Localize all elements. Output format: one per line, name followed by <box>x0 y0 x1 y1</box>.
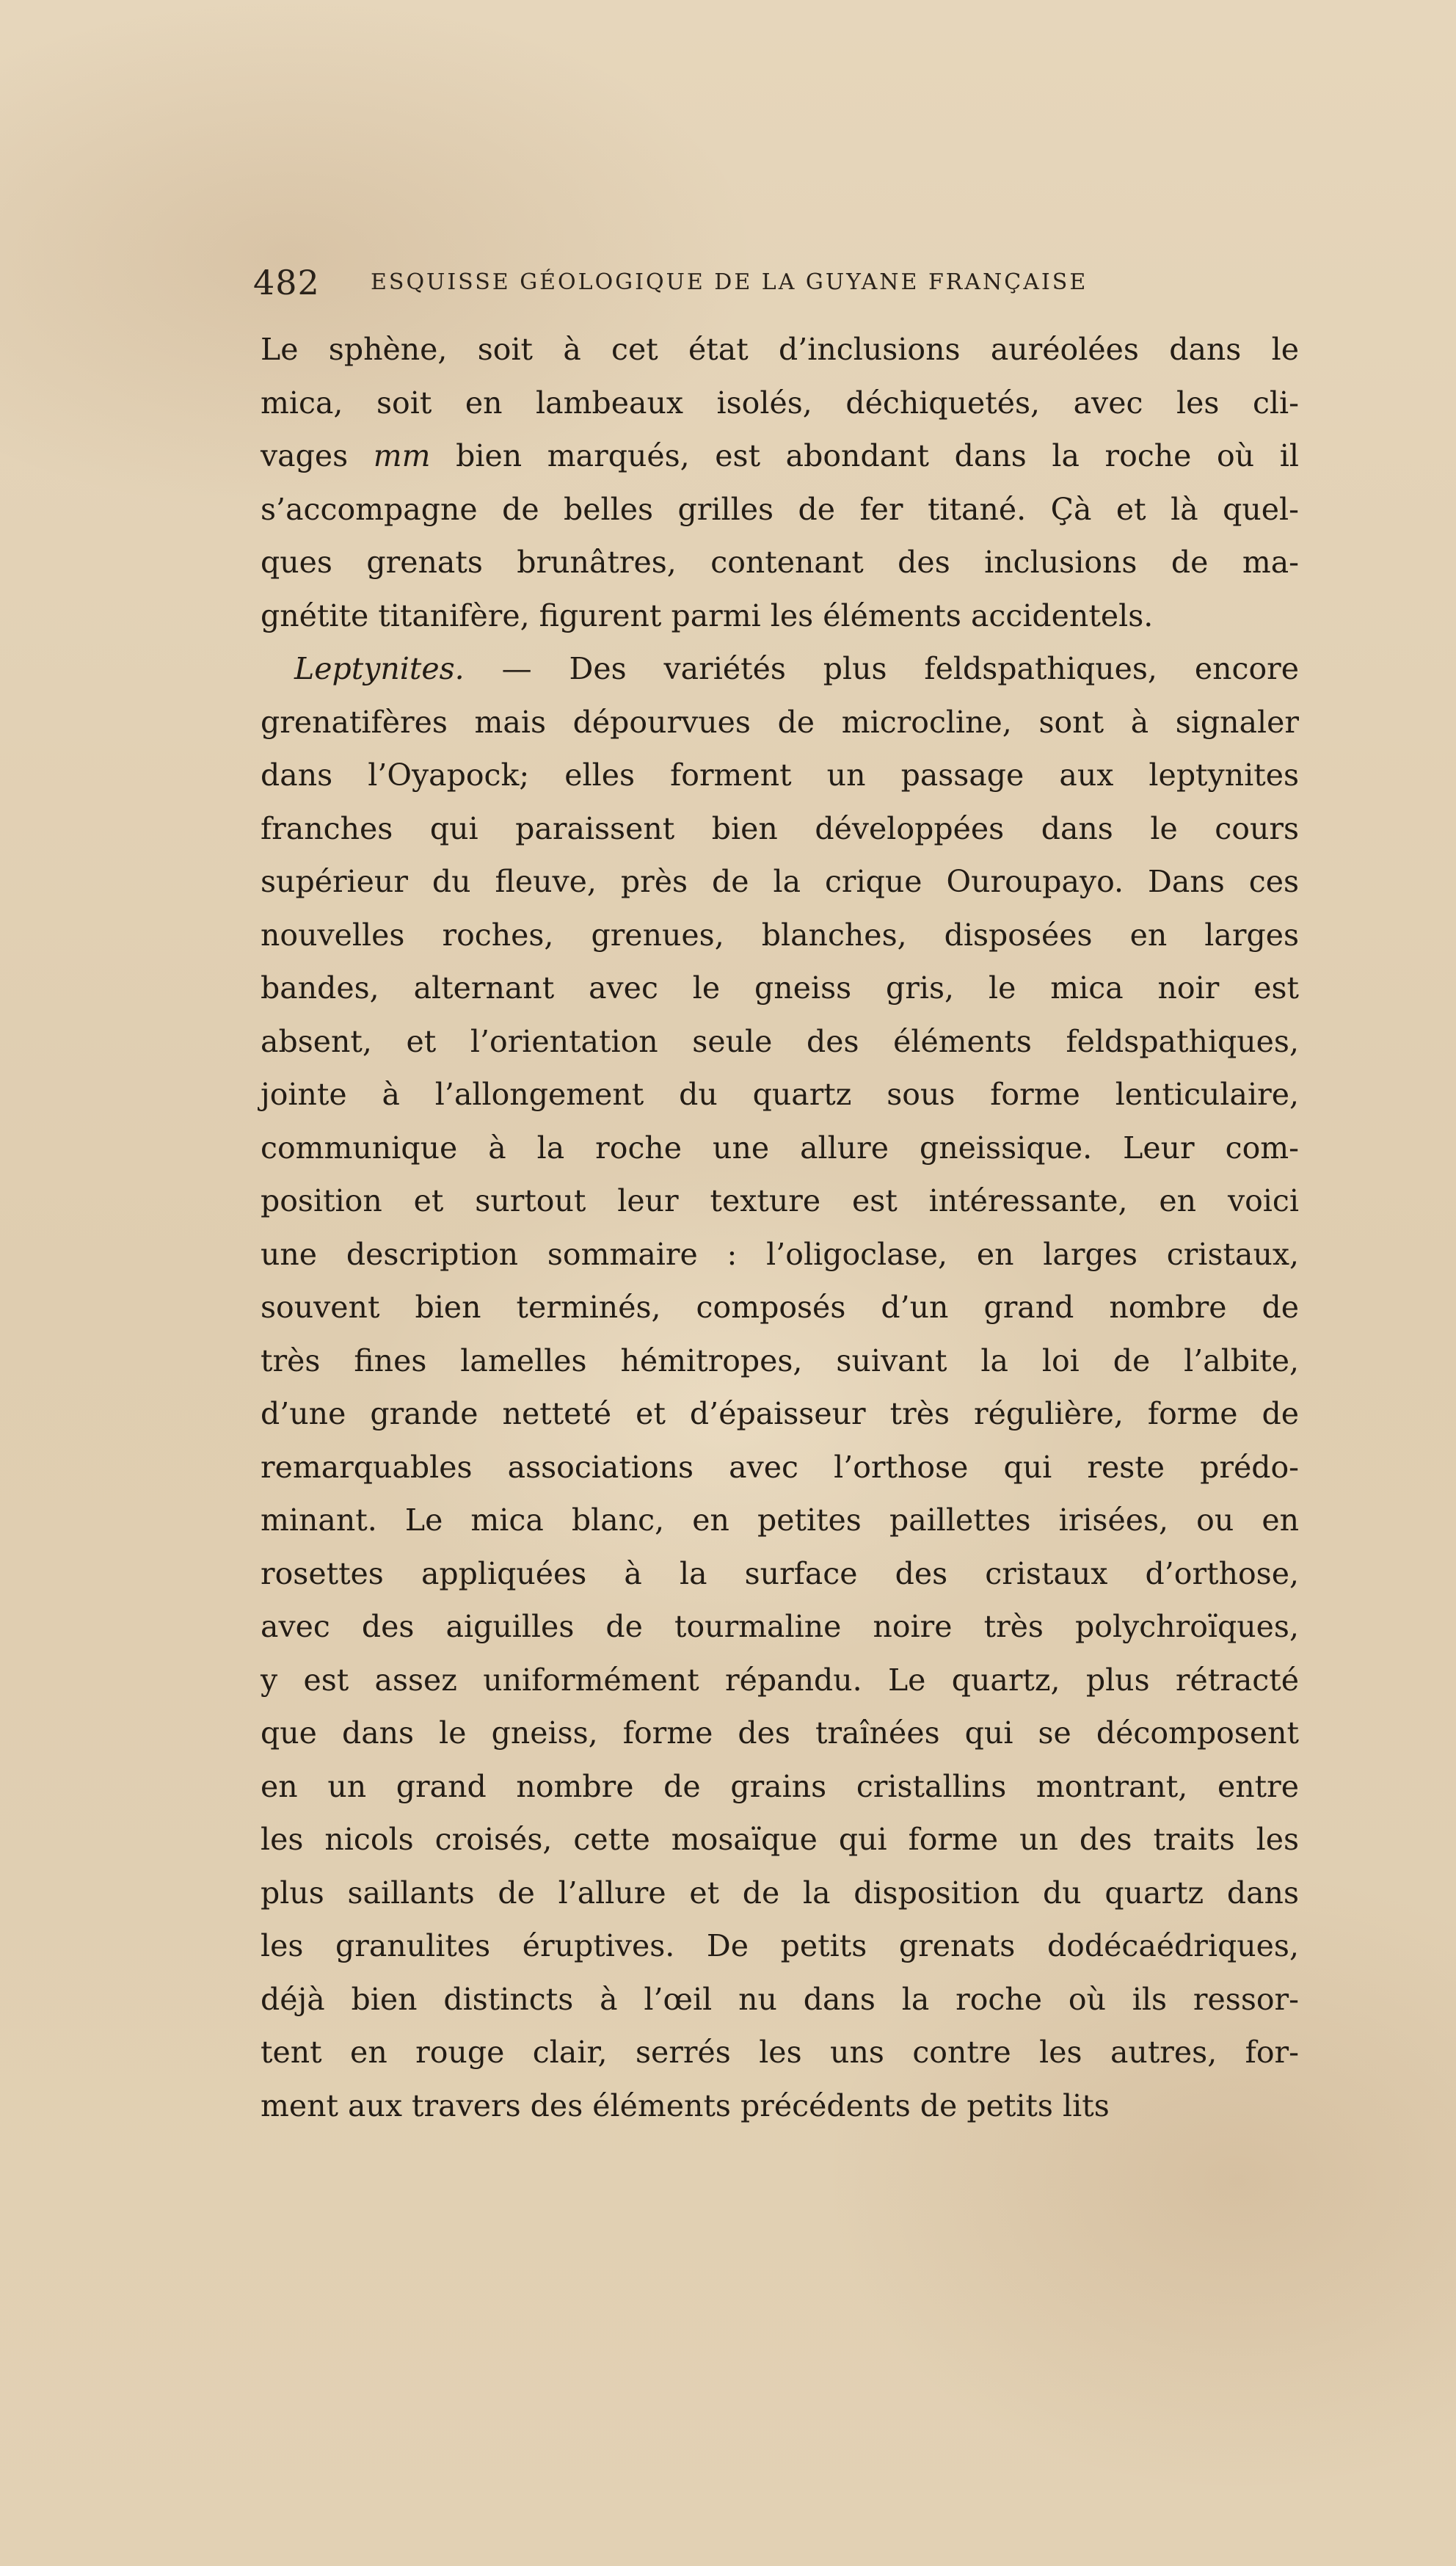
text-line: Le sphène, soit à cet état d’inclusions auréolées dans le <box>261 332 1299 367</box>
section-heading-leptynites: Leptynites. <box>294 651 465 686</box>
text-line: d’une grande netteté et d’épaisseur très régulière, forme de <box>261 1396 1299 1431</box>
text-line: dans l’Oyapock; elles forment un passage aux leptynites <box>261 757 1299 793</box>
text-line: position et surtout leur texture est intéressante, en voici <box>261 1183 1299 1218</box>
text-line: les nicols croisés, cette mosaïque qui forme un des traits les <box>261 1822 1299 1857</box>
text-line: ques grenats brunâtres, contenant des inclusions de ma- <box>261 545 1299 580</box>
text-line: franches qui paraissent bien développées dans le cours <box>261 810 1299 846</box>
text-line <box>261 642 1299 696</box>
text-line: grenatifères mais dépourvues de microcline, sont à signaler <box>261 704 1299 740</box>
text-line-prefix: vages <box>261 438 374 473</box>
page-number: 482 <box>253 263 320 302</box>
text-line: très fines lamelles hémitropes, suivant la loi de l’albite, <box>261 1342 1299 1378</box>
text-line: les granulites éruptives. De petits grenats dodécaédriques, <box>261 1928 1299 1963</box>
cleavage-symbol: mm <box>373 438 431 473</box>
body-text <box>261 323 1299 2132</box>
text-line: y est assez uniformément répandu. Le quartz, plus rétracté <box>261 1662 1299 1698</box>
text-line: jointe à l’allongement du quartz sous forme lenticulaire, <box>261 1077 1299 1112</box>
text-line: avec des aiguilles de tourmaline noire très polychroïques, <box>261 1609 1299 1644</box>
text-line: remarquables associations avec l’orthose qui reste prédo- <box>261 1449 1299 1485</box>
text-line: tent en rouge clair, serrés les uns contre les autres, for- <box>261 2035 1299 2070</box>
text-line: nouvelles roches, grenues, blanches, disposées en larges <box>261 917 1299 953</box>
text-line: en un grand nombre de grains cristallins montrant, entre <box>261 1768 1299 1804</box>
text-line: rosettes appliquées à la surface des cristaux d’orthose, <box>261 1555 1299 1591</box>
running-title: ESQUISSE GÉOLOGIQUE DE LA GUYANE FRANÇAISE <box>371 269 1088 295</box>
text-line: minant. Le mica blanc, en petites paillettes irisées, ou en <box>261 1502 1299 1538</box>
page-header <box>253 257 1215 308</box>
text-line: que dans le gneiss, forme des traînées qui se décomposent <box>261 1715 1299 1751</box>
text-line-rest: bien marqués, est abondant dans la roche où il <box>430 438 1299 473</box>
text-line: absent, et l’orientation seule des éléments feldspathiques, <box>261 1023 1299 1059</box>
text-line: une description sommaire : l’oligoclase, en larges cristaux, <box>261 1236 1299 1272</box>
text-line <box>261 429 1299 483</box>
text-line: gnétite titanifère, figurent parmi les éléments accidentels. <box>261 597 1154 633</box>
text-line: ment aux travers des éléments précédents de petits lits <box>261 2087 1110 2123</box>
text-line-rest: — Des variétés plus feldspathiques, encore <box>464 651 1299 686</box>
text-line: plus saillants de l’allure et de la disposition du quartz dans <box>261 1875 1299 1911</box>
text-line: déjà bien distincts à l’œil nu dans la roche où ils ressor- <box>261 1981 1299 2017</box>
text-line: supérieur du fleuve, près de la crique Ouroupayo. Dans ces <box>261 864 1299 899</box>
text-line: bandes, alternant avec le gneiss gris, le mica noir est <box>261 970 1299 1006</box>
text-line: souvent bien terminés, composés d’un grand nombre de <box>261 1290 1299 1325</box>
text-line: s’accompagne de belles grilles de fer titané. Çà et là quel- <box>261 491 1299 527</box>
text-line: communique à la roche une allure gneissique. Leur com- <box>261 1130 1299 1166</box>
text-line: mica, soit en lambeaux isolés, déchiquetés, avec les cli- <box>261 385 1299 421</box>
